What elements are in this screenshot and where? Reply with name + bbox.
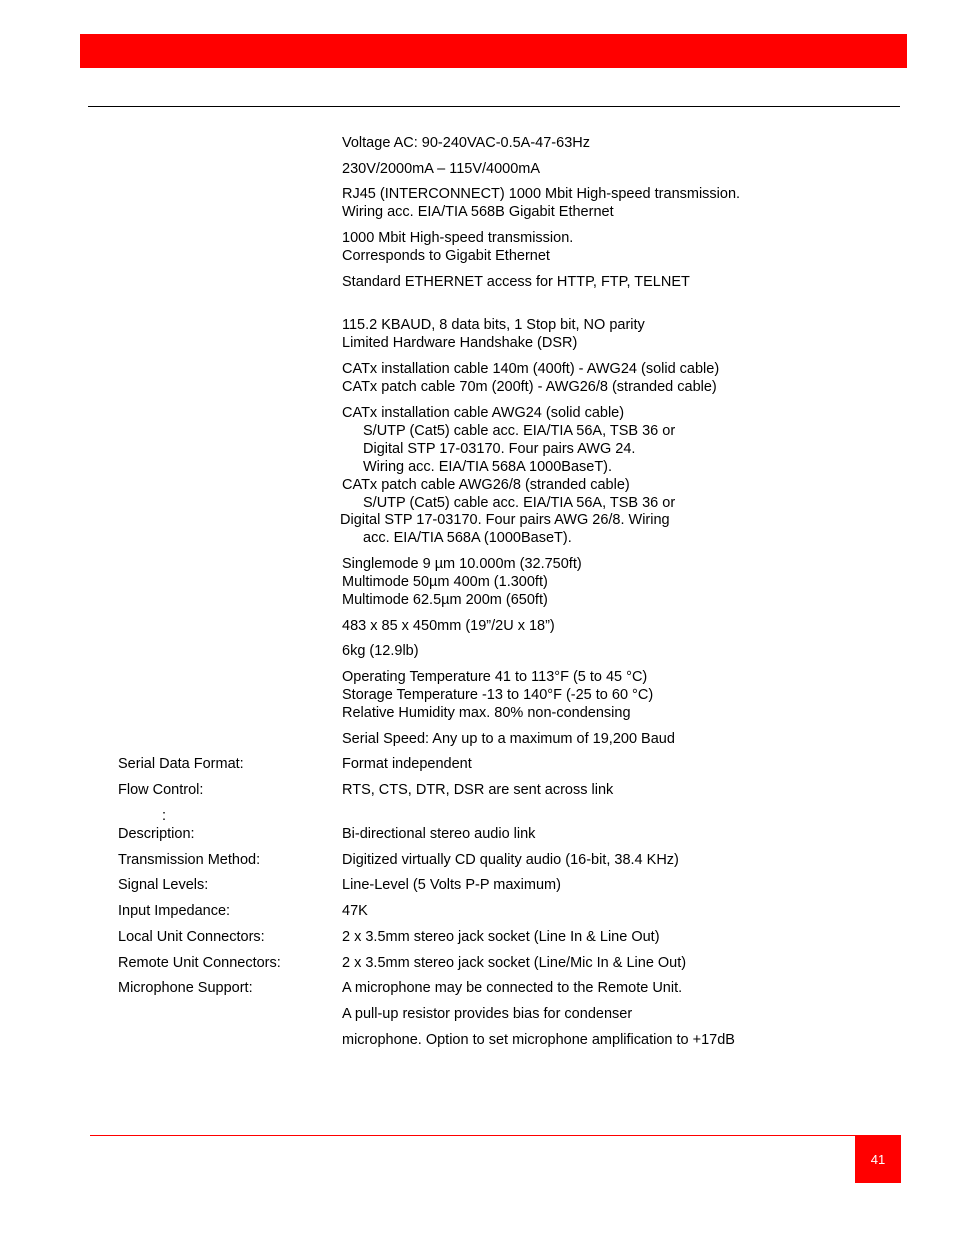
page-number: 41 bbox=[870, 1151, 886, 1167]
spec-line: Digital STP 17-03170. Four pairs AWG 24. bbox=[363, 441, 636, 457]
local-connectors-value: 2 x 3.5mm stereo jack socket (Line In & Line Out) bbox=[342, 929, 660, 945]
spec-line: 230V/2000mA – 115V/4000mA bbox=[342, 161, 541, 177]
spec-line: 1000 Mbit High-speed transmission. bbox=[342, 230, 574, 246]
transmission-method-label: Transmission Method: bbox=[118, 852, 261, 868]
transmission-method-value: Digitized virtually CD quality audio (16-bit, 38.4 KHz) bbox=[342, 852, 679, 868]
flow-control-label: Flow Control: bbox=[118, 782, 204, 798]
description-value: Bi-directional stereo audio link bbox=[342, 826, 536, 842]
spec-line: CATx patch cable 70m (200ft) - AWG26/8 (stranded cable) bbox=[342, 379, 717, 395]
spec-line: Serial Speed: Any up to a maximum of 19,200 Baud bbox=[342, 731, 675, 747]
spec-line: Wiring acc. EIA/TIA 568B Gigabit Ethernet bbox=[342, 204, 614, 220]
audio-heading-colon: : bbox=[162, 808, 167, 824]
header-rule bbox=[88, 106, 900, 107]
spec-line: 115.2 KBAUD, 8 data bits, 1 Stop bit, NO parity bbox=[342, 317, 645, 333]
serial-format-value: Format independent bbox=[342, 756, 472, 772]
spec-line: 6kg (12.9lb) bbox=[342, 643, 419, 659]
spec-line: Operating Temperature 41 to 113°F (5 to 45 °C) bbox=[342, 669, 648, 685]
spec-line: S/UTP (Cat5) cable acc. EIA/TIA 56A, TSB 36 or bbox=[363, 495, 676, 511]
spec-line: Storage Temperature -13 to 140°F (-25 to 60 °C) bbox=[342, 687, 654, 703]
input-impedance-label: Input Impedance: bbox=[118, 903, 231, 919]
signal-levels-value: Line-Level (5 Volts P-P maximum) bbox=[342, 877, 561, 893]
spec-line: S/UTP (Cat5) cable acc. EIA/TIA 56A, TSB 36 or bbox=[363, 423, 676, 439]
spec-line: Corresponds to Gigabit Ethernet bbox=[342, 248, 550, 264]
spec-line: CATx patch cable AWG26/8 (stranded cable) bbox=[342, 477, 630, 493]
spec-line: Digital STP 17-03170. Four pairs AWG 26/8. Wiring bbox=[340, 512, 670, 528]
microphone-support-value: A microphone may be connected to the Remote Unit. bbox=[342, 980, 683, 996]
spec-line: CATx installation cable AWG24 (solid cable) bbox=[342, 405, 625, 421]
spec-line: Wiring acc. EIA/TIA 568A 1000BaseT). bbox=[363, 459, 613, 475]
spec-line: Relative Humidity max. 80% non-condensing bbox=[342, 705, 631, 721]
spec-line: Multimode 62.5µm 200m (650ft) bbox=[342, 592, 548, 608]
spec-line: RJ45 (INTERCONNECT) 1000 Mbit High-speed transmission. bbox=[342, 186, 741, 202]
flow-control-value: RTS, CTS, DTR, DSR are sent across link bbox=[342, 782, 614, 798]
spec-line: Limited Hardware Handshake (DSR) bbox=[342, 335, 578, 351]
spec-line: Multimode 50µm 400m (1.300ft) bbox=[342, 574, 548, 590]
header-bar bbox=[80, 34, 907, 68]
input-impedance-value: 47K bbox=[342, 903, 368, 919]
description-label: Description: bbox=[118, 826, 195, 842]
footer-rule bbox=[90, 1135, 856, 1136]
microphone-support-detail: microphone. Option to set microphone amplification to +17dB bbox=[342, 1032, 735, 1048]
spec-line: Voltage AC: 90-240VAC-0.5A-47-63Hz bbox=[342, 135, 590, 151]
spec-line: CATx installation cable 140m (400ft) - AWG24 (solid cable) bbox=[342, 361, 720, 377]
spec-line: 483 x 85 x 450mm (19”/2U x 18”) bbox=[342, 618, 555, 634]
spec-line: Standard ETHERNET access for HTTP, FTP, TELNET bbox=[342, 274, 690, 290]
spec-line: acc. EIA/TIA 568A (1000BaseT). bbox=[363, 530, 572, 546]
page-number-badge bbox=[855, 1135, 901, 1183]
local-connectors-label: Local Unit Connectors: bbox=[118, 929, 265, 945]
microphone-support-label: Microphone Support: bbox=[118, 980, 253, 996]
serial-format-label: Serial Data Format: bbox=[118, 756, 244, 772]
microphone-support-detail: A pull-up resistor provides bias for condenser bbox=[342, 1006, 633, 1022]
remote-connectors-label: Remote Unit Connectors: bbox=[118, 955, 281, 971]
spec-line: Singlemode 9 µm 10.000m (32.750ft) bbox=[342, 556, 582, 572]
remote-connectors-value: 2 x 3.5mm stereo jack socket (Line/Mic In & Line Out) bbox=[342, 955, 687, 971]
signal-levels-label: Signal Levels: bbox=[118, 877, 209, 893]
